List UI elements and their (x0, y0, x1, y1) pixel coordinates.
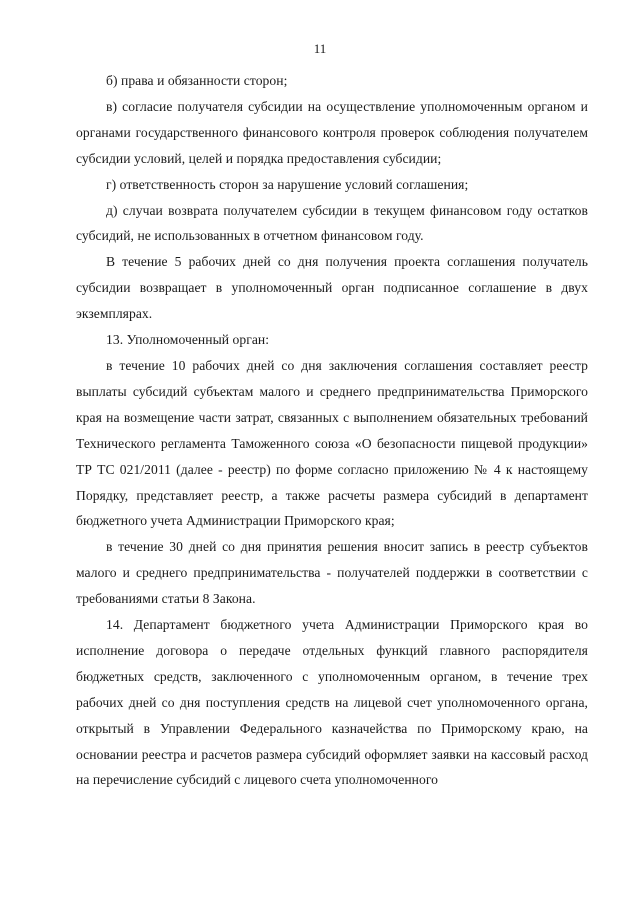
paragraph-consent-inspections: в) согласие получателя субсидии на осуществление уполномоченным органом и органами государственного финансового контроля проверок соблюдения получателем субсидии условий, целей и порядка предоставления субсидии; (76, 98, 588, 166)
paragraph-registry-compilation: в течение 10 рабочих дней со дня заключения соглашения составляет реестр выплаты субсидий субъектам малого и среднего предпринимательства Приморского края на возмещение части затрат, связанных с выполнением обязательных требований Технического регламента Таможенного союза «О безопасности пищевой продукции» ТР ТС 021/2011 (далее - реестр) по форме согласно приложению № 4 к настоящему Порядку, представляет реестр, а также расчеты размера субсидий в департамент бюджетного учета Администрации Приморского края; (76, 357, 588, 529)
paragraph-rights-obligations: б) права и обязанности сторон; (106, 73, 288, 88)
paragraph-agreement-return: В течение 5 рабочих дней со дня получения проекта соглашения получатель субсидии возвращает в уполномоченный орган подписанное соглашение в двух экземплярах. (76, 254, 588, 322)
paragraph-refund-cases: д) случаи возврата получателем субсидии в текущем финансовом году остатков субсидий, не использованных в отчетном финансовом году. (76, 202, 588, 244)
paragraph-section-13-heading: 13. Уполномоченный орган: (106, 332, 270, 348)
paragraph-responsibility: г) ответственность сторон за нарушение условий соглашения; (106, 176, 469, 192)
paragraph-section-14: 14. Департамент бюджетного учета Администрации Приморского края во исполнение договора о передаче отдельных функций главного распорядителя бюджетных средств, заключенного с уполномоченным органом, в течение трех рабочих дней со дня поступления средств на лицевой счет уполномоченного органа, открытый в Управлении Федерального казначейства по Приморскому краю, на основании реестра и расчетов размера субсидий оформляет заявки на кассовый расход на перечисление субсидий с лицевого счета уполномоченного (76, 617, 588, 788)
document-body (76, 68, 588, 793)
paragraph-registry-entry: в течение 30 дней со дня принятия решения вносит запись в реестр субъектов малого и среднего предпринимательства - получателей поддержки в соответствии с требованиями статьи 8 Закона. (76, 539, 588, 607)
page-number: 11 (313, 41, 327, 56)
